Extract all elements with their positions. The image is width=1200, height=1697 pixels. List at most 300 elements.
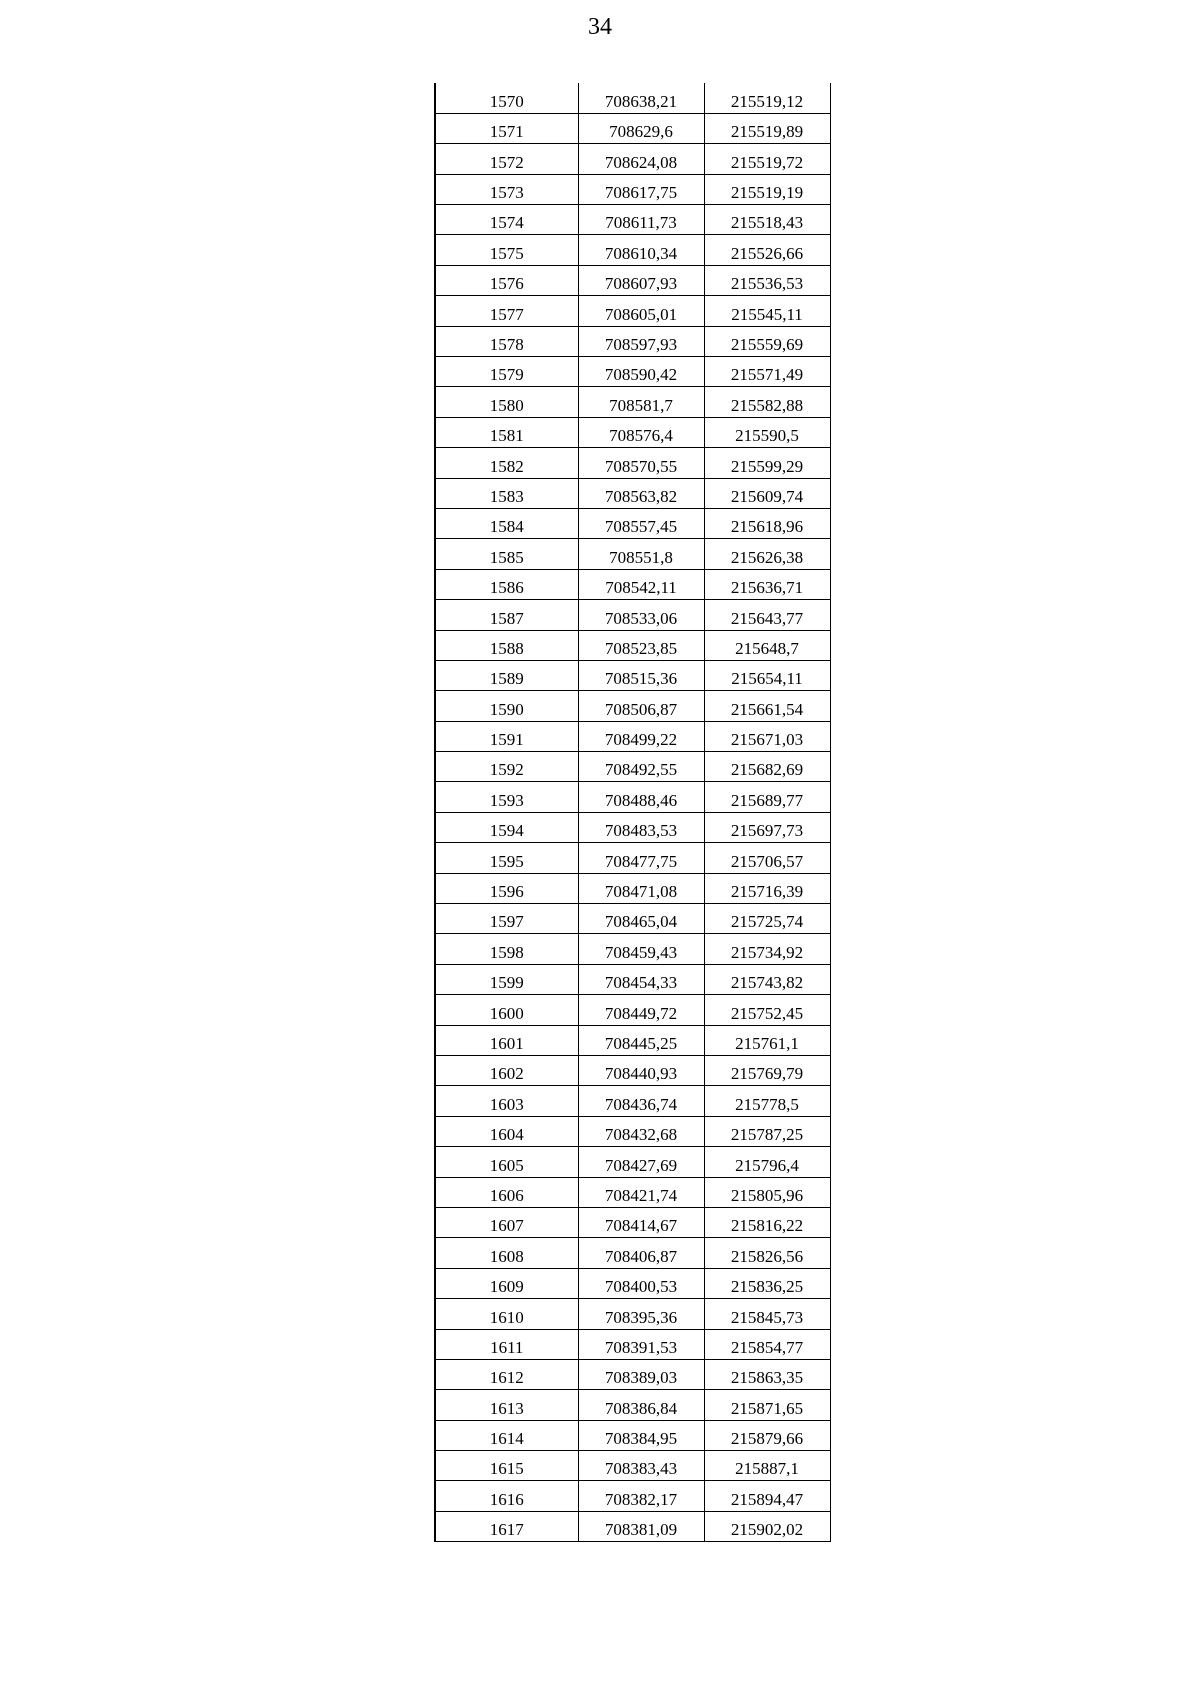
table-row [435, 1420, 830, 1450]
cell-text: 215752,45 [730, 1003, 804, 1023]
x-coordinate-cell [578, 782, 704, 812]
x-coordinate-cell [578, 1359, 704, 1389]
table-row [435, 1329, 830, 1359]
point-number-cell [435, 1329, 578, 1359]
x-coordinate-cell [578, 1420, 704, 1450]
y-coordinate-cell [704, 387, 830, 417]
table-row [435, 174, 830, 204]
table-row [435, 144, 830, 174]
cell-text: 215545,11 [731, 304, 803, 324]
y-coordinate-cell [704, 1451, 830, 1481]
point-number-cell [435, 326, 578, 356]
point-number-cell [435, 1511, 578, 1541]
cell-text: 1571 [489, 122, 524, 142]
x-coordinate-cell [578, 1056, 704, 1086]
cell-text: 215571,49 [730, 365, 804, 385]
point-number-cell [435, 1177, 578, 1207]
cell-text: 1577 [489, 304, 524, 324]
cell-text: 1579 [489, 365, 524, 385]
cell-text: 215626,38 [730, 547, 804, 567]
table-row [435, 934, 830, 964]
cell-text: 215519,19 [730, 183, 804, 203]
table-row [435, 1359, 830, 1389]
x-coordinate-cell [578, 448, 704, 478]
cell-text: 1575 [489, 243, 524, 263]
y-coordinate-cell [704, 1147, 830, 1177]
cell-text: 708499,22 [604, 730, 678, 750]
point-number-cell [435, 904, 578, 934]
table-row [435, 964, 830, 994]
cell-text: 215805,96 [730, 1185, 804, 1205]
point-number-cell [435, 1299, 578, 1329]
cell-text: 1580 [489, 395, 524, 415]
x-coordinate-cell [578, 1268, 704, 1298]
point-number-cell [435, 1147, 578, 1177]
y-coordinate-cell [704, 843, 830, 873]
cell-text: 215743,82 [730, 973, 804, 993]
x-coordinate-cell [578, 205, 704, 235]
cell-text: 708432,68 [604, 1125, 678, 1145]
cell-text: 708395,36 [604, 1307, 678, 1327]
cell-text: 1574 [489, 213, 524, 233]
cell-text: 215682,69 [730, 760, 804, 780]
x-coordinate-cell [578, 1511, 704, 1541]
cell-text: 215518,43 [730, 213, 804, 233]
cell-text: 1615 [489, 1459, 524, 1479]
cell-text: 1594 [489, 821, 524, 841]
cell-text: 1582 [489, 456, 524, 476]
point-number-cell [435, 660, 578, 690]
table-row [435, 448, 830, 478]
y-coordinate-cell [704, 964, 830, 994]
point-number-cell [435, 995, 578, 1025]
table-row [435, 1116, 830, 1146]
cell-text: 708445,25 [604, 1034, 678, 1053]
point-number-cell [435, 1025, 578, 1055]
x-coordinate-cell [578, 600, 704, 630]
cell-text: 708459,43 [604, 942, 678, 962]
cell-text: 1586 [489, 578, 524, 598]
point-number-cell [435, 721, 578, 751]
cell-text: 215559,69 [730, 335, 804, 355]
point-number-cell [435, 1420, 578, 1450]
cell-text: 1585 [489, 547, 524, 567]
x-coordinate-cell [578, 964, 704, 994]
table-row [435, 782, 830, 812]
point-number-cell [435, 964, 578, 994]
cell-text: 708533,06 [604, 608, 678, 628]
x-coordinate-cell [578, 1451, 704, 1481]
table-row [435, 1451, 830, 1481]
cell-text: 708551,8 [609, 547, 673, 567]
cell-text: 215654,11 [731, 669, 803, 689]
y-coordinate-cell [704, 660, 830, 690]
cell-text: 708624,08 [604, 152, 678, 172]
cell-text: 215887,1 [735, 1459, 799, 1479]
cell-text: 708389,03 [604, 1368, 678, 1388]
x-coordinate-cell [578, 721, 704, 751]
cell-text: 215854,77 [730, 1337, 804, 1357]
cell-text: 215671,03 [730, 730, 804, 750]
cell-text: 1616 [489, 1489, 524, 1509]
y-coordinate-cell [704, 448, 830, 478]
cell-text: 708391,53 [604, 1337, 678, 1357]
cell-text: 1588 [489, 638, 524, 658]
table-row [435, 508, 830, 538]
cell-text: 215526,66 [730, 243, 804, 263]
point-number-cell [435, 478, 578, 508]
cell-text: 708576,4 [609, 426, 673, 446]
table-row [435, 752, 830, 782]
point-number-cell [435, 630, 578, 660]
table-row [435, 995, 830, 1025]
point-number-cell [435, 83, 578, 113]
point-number-cell [435, 205, 578, 235]
cell-text: 1605 [489, 1155, 524, 1175]
table-row [435, 873, 830, 903]
cell-text: 215863,35 [730, 1368, 804, 1388]
table-row [435, 1299, 830, 1329]
cell-text: 708381,09 [604, 1520, 678, 1540]
cell-text: 708542,11 [605, 578, 677, 598]
table-row [435, 417, 830, 447]
point-number-cell [435, 1451, 578, 1481]
cell-text: 215636,71 [730, 578, 804, 598]
y-coordinate-cell [704, 417, 830, 447]
table-row [435, 1511, 830, 1541]
x-coordinate-cell [578, 326, 704, 356]
x-coordinate-cell [578, 235, 704, 265]
cell-text: 215816,22 [730, 1216, 804, 1236]
cell-text: 1576 [489, 274, 524, 294]
x-coordinate-cell [578, 478, 704, 508]
cell-text: 215697,73 [730, 821, 804, 841]
y-coordinate-cell [704, 782, 830, 812]
cell-text: 215689,77 [730, 790, 804, 810]
table-row [435, 265, 830, 295]
point-number-cell [435, 417, 578, 447]
cell-text: 1597 [489, 912, 524, 932]
cell-text: 1592 [489, 760, 524, 780]
cell-text: 708414,67 [604, 1216, 678, 1236]
y-coordinate-cell [704, 1268, 830, 1298]
table-row [435, 113, 830, 143]
cell-text: 708581,7 [609, 395, 673, 415]
y-coordinate-cell [704, 539, 830, 569]
y-coordinate-cell [704, 691, 830, 721]
table-row [435, 721, 830, 751]
table-row [435, 1207, 830, 1237]
y-coordinate-cell [704, 265, 830, 295]
x-coordinate-cell [578, 873, 704, 903]
cell-text: 708477,75 [604, 851, 678, 871]
x-coordinate-cell [578, 539, 704, 569]
y-coordinate-cell [704, 1481, 830, 1511]
x-coordinate-cell [578, 569, 704, 599]
x-coordinate-cell [578, 1481, 704, 1511]
cell-text: 708383,43 [604, 1459, 678, 1479]
cell-text: 708436,74 [604, 1094, 678, 1114]
cell-text: 708515,36 [604, 669, 678, 689]
x-coordinate-cell [578, 660, 704, 690]
point-number-cell [435, 843, 578, 873]
point-number-cell [435, 934, 578, 964]
point-number-cell [435, 600, 578, 630]
cell-text: 708523,85 [604, 638, 678, 658]
cell-text: 1593 [489, 790, 524, 810]
cell-text: 1587 [489, 608, 524, 628]
cell-text: 708471,08 [604, 882, 678, 902]
point-number-cell [435, 782, 578, 812]
x-coordinate-cell [578, 1238, 704, 1268]
x-coordinate-cell [578, 1147, 704, 1177]
x-coordinate-cell [578, 691, 704, 721]
cell-text: 215761,1 [735, 1034, 799, 1053]
point-number-cell [435, 1390, 578, 1420]
cell-text: 708590,42 [604, 365, 678, 385]
point-number-cell [435, 1481, 578, 1511]
x-coordinate-cell [578, 934, 704, 964]
cell-text: 215796,4 [735, 1155, 799, 1175]
point-number-cell [435, 235, 578, 265]
cell-text: 708421,74 [604, 1185, 678, 1205]
cell-text: 1608 [489, 1246, 524, 1266]
y-coordinate-cell [704, 1116, 830, 1146]
cell-text: 1603 [489, 1094, 524, 1114]
cell-text: 708557,45 [604, 517, 678, 537]
y-coordinate-cell [704, 1511, 830, 1541]
point-number-cell [435, 296, 578, 326]
point-number-cell [435, 1056, 578, 1086]
point-number-cell [435, 1238, 578, 1268]
cell-text: 215519,89 [730, 122, 804, 142]
x-coordinate-cell [578, 265, 704, 295]
point-number-cell [435, 144, 578, 174]
table-row [435, 843, 830, 873]
cell-text: 1614 [489, 1429, 524, 1449]
y-coordinate-cell [704, 721, 830, 751]
point-number-cell [435, 569, 578, 599]
table-row [435, 904, 830, 934]
cell-text: 708617,75 [604, 183, 678, 203]
cell-text: 215599,29 [730, 456, 804, 476]
y-coordinate-cell [704, 1086, 830, 1116]
point-number-cell [435, 1268, 578, 1298]
point-number-cell [435, 265, 578, 295]
table-row [435, 600, 830, 630]
x-coordinate-cell [578, 296, 704, 326]
x-coordinate-cell [578, 1086, 704, 1116]
point-number-cell [435, 691, 578, 721]
point-number-cell [435, 1116, 578, 1146]
y-coordinate-cell [704, 1359, 830, 1389]
x-coordinate-cell [578, 1390, 704, 1420]
cell-text: 708605,01 [604, 304, 678, 324]
cell-text: 1601 [489, 1034, 524, 1053]
x-coordinate-cell [578, 113, 704, 143]
cell-text: 215871,65 [730, 1398, 804, 1418]
point-number-cell [435, 357, 578, 387]
cell-text: 1584 [489, 517, 524, 537]
cell-text: 215902,02 [730, 1520, 804, 1540]
table-row [435, 691, 830, 721]
cell-text: 1591 [489, 730, 524, 750]
y-coordinate-cell [704, 174, 830, 204]
cell-text: 1583 [489, 486, 524, 506]
point-number-cell [435, 873, 578, 903]
y-coordinate-cell [704, 630, 830, 660]
cell-text: 708610,34 [604, 243, 678, 263]
y-coordinate-cell [704, 812, 830, 842]
table-row [435, 83, 830, 113]
page-number: 34 [588, 14, 612, 40]
y-coordinate-cell [704, 1420, 830, 1450]
cell-text: 215778,5 [735, 1094, 799, 1114]
cell-text: 215725,74 [730, 912, 804, 932]
cell-text: 1570 [489, 91, 524, 111]
point-number-cell [435, 539, 578, 569]
coordinates-table-body [435, 83, 830, 1542]
cell-text: 708449,72 [604, 1003, 678, 1023]
cell-text: 708400,53 [604, 1277, 678, 1297]
cell-text: 1573 [489, 183, 524, 203]
y-coordinate-cell [704, 326, 830, 356]
x-coordinate-cell [578, 752, 704, 782]
y-coordinate-cell [704, 508, 830, 538]
x-coordinate-cell [578, 1025, 704, 1055]
x-coordinate-cell [578, 1177, 704, 1207]
table-row [435, 205, 830, 235]
cell-text: 1617 [489, 1520, 524, 1540]
table-row [435, 478, 830, 508]
cell-text: 1610 [489, 1307, 524, 1327]
cell-text: 215661,54 [730, 699, 804, 719]
y-coordinate-cell [704, 113, 830, 143]
cell-text: 215734,92 [730, 942, 804, 962]
cell-text: 1595 [489, 851, 524, 871]
cell-text: 1611 [490, 1337, 524, 1357]
table-row [435, 812, 830, 842]
x-coordinate-cell [578, 508, 704, 538]
x-coordinate-cell [578, 174, 704, 204]
y-coordinate-cell [704, 752, 830, 782]
table-row [435, 1481, 830, 1511]
y-coordinate-cell [704, 205, 830, 235]
point-number-cell [435, 812, 578, 842]
x-coordinate-cell [578, 387, 704, 417]
y-coordinate-cell [704, 296, 830, 326]
y-coordinate-cell [704, 478, 830, 508]
x-coordinate-cell [578, 904, 704, 934]
cell-text: 215519,72 [730, 152, 804, 172]
cell-text: 708597,93 [604, 335, 678, 355]
table-row [435, 1238, 830, 1268]
cell-text: 215648,7 [735, 638, 799, 658]
point-number-cell [435, 387, 578, 417]
cell-text: 708607,93 [604, 274, 678, 294]
cell-text: 708384,95 [604, 1429, 678, 1449]
cell-text: 215769,79 [730, 1064, 804, 1084]
table-row [435, 1268, 830, 1298]
x-coordinate-cell [578, 144, 704, 174]
y-coordinate-cell [704, 1238, 830, 1268]
cell-text: 1609 [489, 1277, 524, 1297]
y-coordinate-cell [704, 357, 830, 387]
cell-text: 1613 [489, 1398, 524, 1418]
table-row [435, 539, 830, 569]
table-row [435, 1056, 830, 1086]
cell-text: 1612 [489, 1368, 524, 1388]
cell-text: 215879,66 [730, 1429, 804, 1449]
cell-text: 215519,12 [730, 91, 804, 111]
cell-text: 1596 [489, 882, 524, 902]
table-row [435, 630, 830, 660]
cell-text: 708638,21 [604, 91, 678, 111]
x-coordinate-cell [578, 995, 704, 1025]
table-row [435, 296, 830, 326]
y-coordinate-cell [704, 904, 830, 934]
point-number-cell [435, 508, 578, 538]
cell-text: 708382,17 [604, 1489, 678, 1509]
point-number-cell [435, 1359, 578, 1389]
x-coordinate-cell [578, 1116, 704, 1146]
cell-text: 708570,55 [604, 456, 678, 476]
cell-text: 1581 [489, 426, 524, 446]
x-coordinate-cell [578, 1207, 704, 1237]
cell-text: 708483,53 [604, 821, 678, 841]
table-row [435, 1086, 830, 1116]
cell-text: 708488,46 [604, 790, 678, 810]
cell-text: 1578 [489, 335, 524, 355]
y-coordinate-cell [704, 1177, 830, 1207]
cell-text: 708454,33 [604, 973, 678, 993]
point-number-cell [435, 448, 578, 478]
coordinates-table [434, 83, 831, 1542]
x-coordinate-cell [578, 83, 704, 113]
y-coordinate-cell [704, 600, 830, 630]
y-coordinate-cell [704, 1025, 830, 1055]
table-row [435, 569, 830, 599]
cell-text: 1590 [489, 699, 524, 719]
cell-text: 215716,39 [730, 882, 804, 902]
cell-text: 1602 [489, 1064, 524, 1084]
x-coordinate-cell [578, 812, 704, 842]
y-coordinate-cell [704, 1299, 830, 1329]
table-row [435, 1390, 830, 1420]
cell-text: 215590,5 [735, 426, 799, 446]
y-coordinate-cell [704, 934, 830, 964]
cell-text: 708427,69 [604, 1155, 678, 1175]
cell-text: 1598 [489, 942, 524, 962]
cell-text: 708563,82 [604, 486, 678, 506]
y-coordinate-cell [704, 995, 830, 1025]
table-row [435, 235, 830, 265]
y-coordinate-cell [704, 235, 830, 265]
x-coordinate-cell [578, 630, 704, 660]
cell-text: 708386,84 [604, 1398, 678, 1418]
table-row [435, 1177, 830, 1207]
cell-text: 1600 [489, 1003, 524, 1023]
cell-text: 215706,57 [730, 851, 804, 871]
table-row [435, 326, 830, 356]
cell-text: 215894,47 [730, 1489, 804, 1509]
cell-text: 708492,55 [604, 760, 678, 780]
x-coordinate-cell [578, 1299, 704, 1329]
cell-text: 215536,53 [730, 274, 804, 294]
y-coordinate-cell [704, 1329, 830, 1359]
cell-text: 1589 [489, 669, 524, 689]
cell-text: 1606 [489, 1185, 524, 1205]
